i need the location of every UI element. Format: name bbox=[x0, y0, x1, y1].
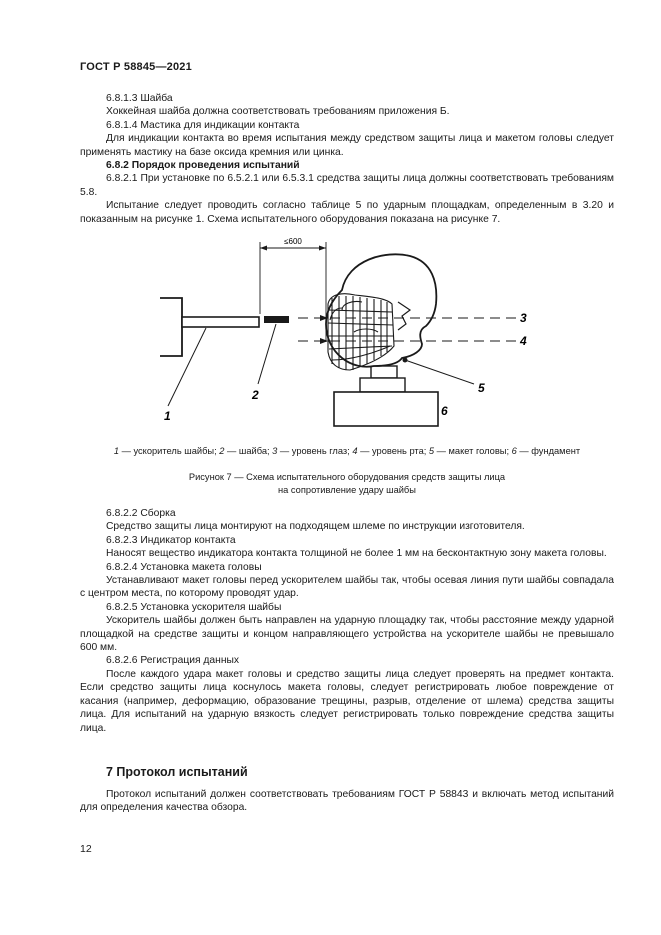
clause-6-8-1-4-text: Для индикации контакта во время испытания между средством защиты лица и макетом головы следует применять мастику на базе оксида кремния или цинка. bbox=[80, 133, 614, 158]
page-number: 12 bbox=[80, 843, 92, 855]
clause-6-8-2-1-text: 6.8.2.1 При установке по 6.5.2.1 или 6.5.3.1 средства защиты лица должны соответствовать требованиям 5.8. bbox=[80, 173, 614, 198]
section-7-text: Протокол испытаний должен соответствовать требованиям ГОСТ Р 58843 и включать метод испытаний для определения качества обзора. bbox=[80, 789, 614, 814]
figure-caption-line2: на сопротивление удару шайбы bbox=[278, 484, 416, 495]
clause-6-8-2-6-title: 6.8.2.6 Регистрация данных bbox=[106, 655, 240, 667]
clause-6-8-2-5-text: Ускоритель шайбы должен быть направлен на ударную площадку так, чтобы расстояние между ударной площадкой на средстве защиты и концом направляющего устройства на ускорителе шайбы не превышало 600 мм. bbox=[80, 615, 614, 654]
clause-6-8-2-2-title: 6.8.2.2 Сборка bbox=[106, 508, 176, 519]
callout-2: 2 bbox=[252, 388, 259, 402]
clause-6-8-2-4-text: Устанавливают макет головы перед ускорителем шайбы так, чтобы осевая линия пути шайбы совпадала с центром места, по которому проводят удар. bbox=[80, 575, 614, 600]
lower-text-block bbox=[80, 507, 614, 735]
clause-6-8-2-5-title: 6.8.2.5 Установка ускорителя шайбы bbox=[106, 601, 282, 613]
legend-num-4: 4 bbox=[352, 446, 358, 456]
dimension-label: ≤600 bbox=[284, 237, 302, 246]
section-7-title: 7 Протокол испытаний bbox=[106, 765, 248, 779]
clause-6-8-2-6-text: После каждого удара макет головы и средство защиты лица следует проверять на предмет контакта. Если средство защиты лица коснулось макета головы, следует регистрировать любое повреждение от касания (например, деформацию, образование трещины, разрыв, отделение от шлема) средства защиты лица. Для испытаний на ударную вязкость следует регистрировать только повреждение средства защиты лица. bbox=[80, 668, 614, 734]
callout-5: 5 bbox=[478, 381, 485, 395]
legend-text-2: — шайба; bbox=[224, 446, 273, 456]
clause-6-8-1-4-title: 6.8.1.4 Мастика для индикации контакта bbox=[106, 119, 300, 131]
clause-6-8-2-4-title: 6.8.2.4 Установка макета головы bbox=[106, 561, 262, 573]
clause-6-8-2-title: 6.8.2 Порядок проведения испытаний bbox=[106, 160, 300, 172]
figure-caption-line1: Рисунок 7 — Схема испытательного оборудования средств защиты лица bbox=[188, 472, 506, 482]
puck bbox=[264, 316, 289, 323]
dim-arrow-right bbox=[319, 246, 326, 251]
head-neck bbox=[371, 366, 397, 378]
legend-num-5: 5 bbox=[428, 446, 435, 456]
head-neck-base bbox=[360, 378, 405, 392]
legend-text-3: — уровень глаз; bbox=[277, 446, 353, 456]
leader-2 bbox=[258, 324, 276, 384]
legend-text-4: — уровень рта; bbox=[357, 446, 429, 456]
document-header: ГОСТ Р 58845—2021 bbox=[80, 61, 192, 73]
legend-num-2: 2 bbox=[219, 446, 225, 456]
foundation bbox=[334, 392, 438, 426]
legend-num-3: 3 bbox=[272, 446, 278, 456]
callout-1: 1 bbox=[164, 409, 171, 423]
dim-arrow-left bbox=[260, 246, 267, 251]
test-equipment-diagram bbox=[80, 232, 614, 427]
callout-4: 4 bbox=[520, 334, 527, 348]
leader-5 bbox=[405, 360, 474, 384]
legend-num-1: 1 bbox=[113, 446, 120, 456]
clause-6-8-2-3-title: 6.8.2.3 Индикатор контакта bbox=[106, 534, 236, 546]
callout-6: 6 bbox=[441, 404, 448, 418]
figure-legend bbox=[80, 446, 614, 456]
legend-text-5: — макет головы; bbox=[434, 446, 512, 456]
legend-text-1: — ускоритель шайбы; bbox=[119, 446, 220, 456]
accelerator-wall bbox=[160, 298, 182, 356]
clause-6-8-2-2-text: Средство защиты лица монтируют на подходящем шлеме по инструкции изготовителя. bbox=[106, 521, 525, 533]
section-7-block bbox=[80, 788, 614, 815]
clause-6-8-1-3-title: 6.8.1.3 Шайба bbox=[106, 93, 173, 104]
accelerator-barrel bbox=[182, 317, 259, 327]
upper-text-block bbox=[80, 92, 614, 226]
figure-caption bbox=[80, 471, 614, 497]
clause-6-8-1-3-text: Хоккейная шайба должна соответствовать требованиям приложения Б. bbox=[106, 106, 450, 118]
legend-text-6: — фундамент bbox=[516, 446, 581, 456]
test-procedure-text: Испытание следует проводить согласно таблице 5 по ударным площадкам, определенным в 3.20 и показанным на рисунке 1. Схема испытательного оборудования показана на рисунке 7. bbox=[80, 200, 614, 225]
legend-num-6: 6 bbox=[511, 446, 517, 456]
leader-1 bbox=[168, 328, 206, 406]
clause-6-8-2-3-text: Наносят вещество индикатора контакта толщиной не более 1 мм на бесконтактную зону макета головы. bbox=[106, 548, 607, 560]
callout-3: 3 bbox=[520, 311, 527, 325]
